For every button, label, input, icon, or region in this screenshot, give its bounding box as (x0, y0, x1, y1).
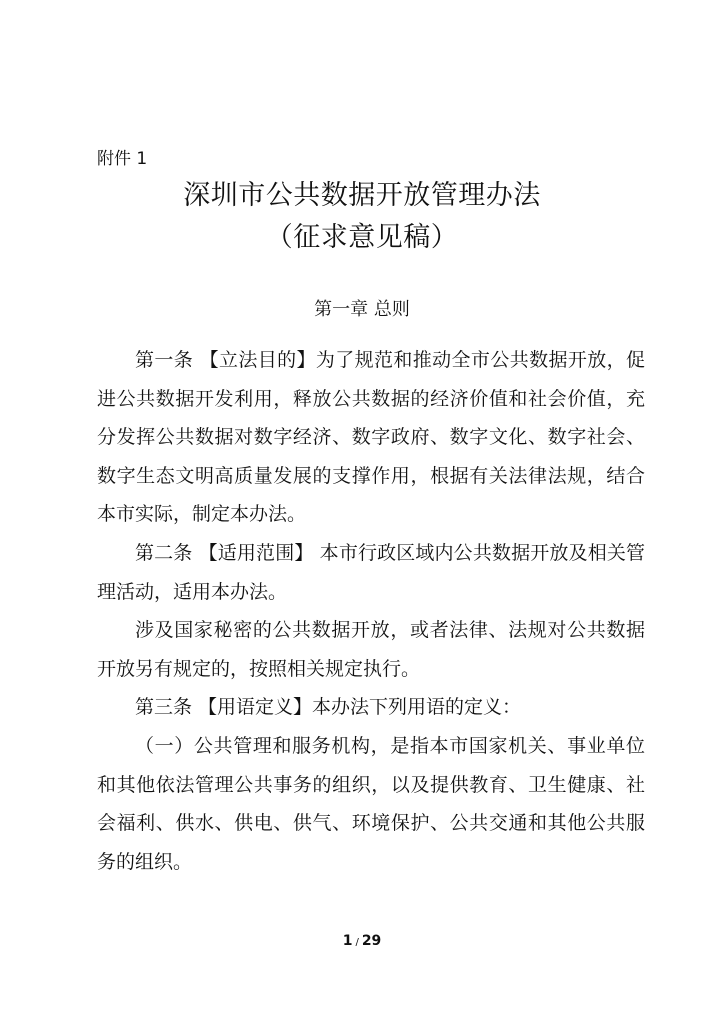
article-2-paragraph: 第二条 【适用范围】 本市行政区域内公共数据开放及相关管理活动，适用本办法。 (97, 541, 645, 603)
page-separator: / (355, 937, 359, 948)
current-page-number: 1 (342, 933, 353, 949)
document-body (97, 341, 645, 881)
total-page-count: 29 (361, 933, 382, 949)
document-title: 深圳市公共数据开放管理办法 (183, 180, 541, 211)
article-3-item-1-paragraph: （一）公共管理和服务机构，是指本市国家机关、事业单位和其他依法管理公共事务的组织，以及提供教育、卫生健康、社会福利、供水、供电、供气、环境保护、公共交通和其他公共服务的组织。 (97, 734, 645, 873)
page-number (0, 931, 724, 953)
chapter-heading: 第一章 总则 (314, 299, 410, 320)
article-3-paragraph: 第三条 【用语定义】本办法下列用语的定义： (135, 696, 522, 719)
document-subtitle: （征求意见稿） (265, 222, 459, 253)
article-1-paragraph: 第一条 【立法目的】为了规范和推动全市公共数据开放，促进公共数据开发利用，释放公共数据的经济价值和社会价值，充分发挥公共数据对数字经济、数字政府、数字文化、数字社会、数字生态文明高质量发展的支撑作用，根据有关法律法规，结合本市实际，制定本办法。 (97, 349, 645, 526)
article-2-secret-data-paragraph: 涉及国家秘密的公共数据开放，或者法律、法规对公共数据开放另有规定的，按照相关规定执行。 (97, 619, 645, 680)
attachment-label: 附件 1 (97, 149, 148, 169)
